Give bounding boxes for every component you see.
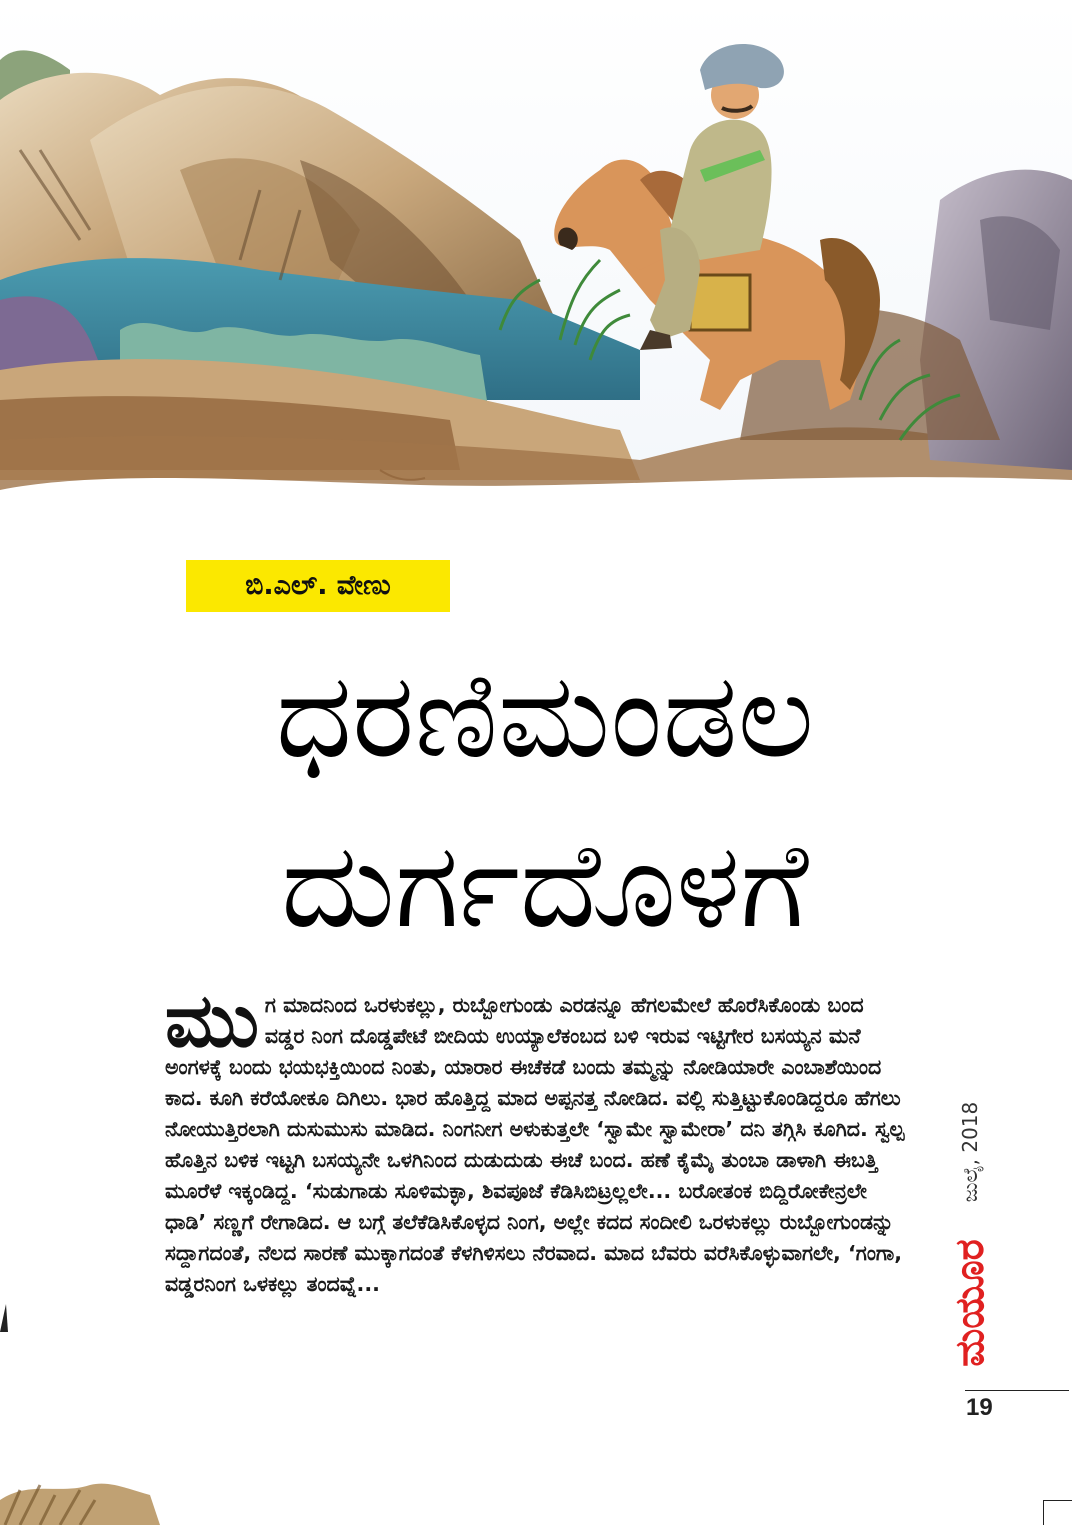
title-line-1: ಧರಣಿಮಂಡಲ [275,646,815,784]
saddle [690,275,750,330]
article-body [165,978,905,1300]
author-name: ಬಿ.ಎಲ್. ವೇಣು [245,570,391,601]
article-title [150,630,940,970]
magazine-name: ಮಯೂರ [947,1239,993,1367]
title-line-2: ದುರ್ಗದೊಳಗೆ [281,816,809,954]
page-sidebar [940,1100,1000,1390]
drop-cap: ಮು [165,978,259,1064]
margin-mark [0,1302,8,1332]
header-illustration [0,0,1072,560]
issue-date: ಜುಲೈ, 2018 [958,1101,982,1203]
crop-mark-bottom-right-vertical [1043,1500,1044,1525]
article-paragraph: ಗ ಮಾದನಿಂದ ಒರಳುಕಲ್ಲು, ರುಬ್ಬೋಗುಂಡು ಎರಡನ್ನೂ ಹೆಗಲಮೇಲೆ ಹೊರೆಸಿಕೊಂಡು ಬಂದ ವಡ್ಡರ ನಿಂಗ ದೊಡ್ಡಪೇಟೆ ಬೀದಿಯ ಉಯ್ಯಾಲೆಕಂಬದ ಬಳಿ ಇರುವ ಇಟ್ಟಿಗೇರ ಬಸಯ್ಯನ ಮನೆ ಅಂಗಳಕ್ಕೆ ಬಂದು ಭಯಭಕ್ತಿಯಿಂದ ನಿಂತು, ಯಾರಾರ ಈಚೆಕಡೆ ಬಂದು ತಮ್ಮನ್ನು ನೋಡಿಯಾರೇ ಎಂಬಾಶೆಯಿಂದ ಕಾದ. ಕೂಗಿ ಕರೆಯೋಕೂ ದಿಗಿಲು. ಭಾರ ಹೊತ್ತಿದ್ದ ಮಾದ ಅಪ್ಪನತ್ತ ನೋಡಿದ. ವಲ್ಲಿ ಸುತ್ತಿಟ್ಟುಕೊಂಡಿದ್ದರೂ ಹೆಗಲು ನೋಯುತ್ತಿರಲಾಗಿ ದುಸುಮುಸು ಮಾಡಿದ. ನಿಂಗನೀಗ ಅಳುಕುತ್ತಲೇ ‘ಸ್ವಾಮೇ ಸ್ವಾಮೇರಾ’ ದನಿ ತಗ್ಗಿಸಿ ಕೂಗಿದ. ಸ್ವಲ್ಪ ಹೊತ್ತಿನ ಬಳಿಕ ಇಟ್ಟಗಿ ಬಸಯ್ಯನೇ ಒಳಗಿನಿಂದ ದುಡುದುಡು ಈಚೆ ಬಂದ. ಹಣೆ ಕೈಮೈ ತುಂಬಾ ಡಾಳಾಗಿ ಈಬತ್ತಿ ಮೂರೆಳೆ ಇಕ್ಕಂಡಿದ್ದ. ‘ಸುಡುಗಾಡು ಸೂಳಿಮಕ್ಳಾ, ಶಿವಪೂಜೆ ಕೆಡಿಸಿಬಿಟ್ರಲ್ಲಲೇ... ಬರೋತಂಕ ಬಿದ್ದಿರೋಕೇನ್ರಲೇ ಧಾಡಿ’ ಸಣ್ಣಗೆ ರೇಗಾಡಿದ. ಆ ಬಗ್ಗೆ ತಲೆಕೆಡಿಸಿಕೊಳ್ಳದ ನಿಂಗ, ಅಲ್ಲೇ ಕದದ ಸಂದೀಲಿ ಒರಳುಕಲ್ಲು ರುಬ್ಬೋಗುಂಡನ್ನು ಸದ್ದಾಗದಂತೆ, ನೆಲದ ಸಾರಣೆ ಮುಕ್ಕಾಗದಂತೆ ಕೆಳಗಿಳಿಸಲು ನೆರವಾದ. ಮಾದ ಬೆವರು ವರೆಸಿಕೊಳ್ಳುವಾಗಲೇ, ‘ಗಂಗಾ, ವಡ್ಡರನಿಂಗ ಒಳಕಲ್ಲು ತಂದವ್ನೆ... [165,993,905,1296]
bottom-grass-decoration [0,1440,160,1525]
author-box [186,560,450,612]
page-number: 19 [966,1394,993,1421]
page-number-rule [965,1390,1069,1391]
crop-mark-bottom-right-horizontal [1043,1500,1072,1501]
